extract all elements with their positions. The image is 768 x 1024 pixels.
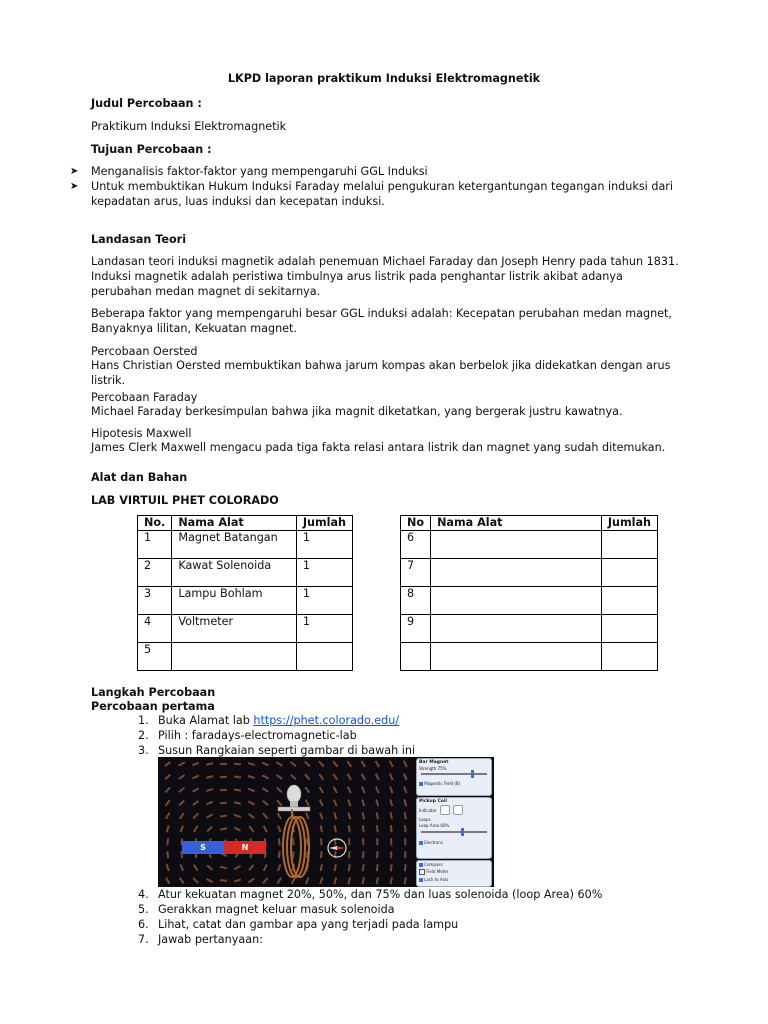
field-arrow-icon: [320, 877, 324, 884]
field-arrow-icon: [389, 773, 393, 780]
field-arrow-icon: [263, 825, 267, 832]
alat-label: Alat dan Bahan: [91, 471, 188, 484]
field-arrow-icon: [248, 775, 255, 779]
field-arrow-icon: [220, 880, 227, 882]
field-arrow-icon: [305, 774, 311, 780]
field-arrow-icon: [206, 878, 213, 883]
field-arrow-icon: [334, 877, 337, 884]
field-arrow-icon: [206, 813, 213, 818]
pickup-coil-panel: Pickup Coil Indicator Loops Loop Area 60% Electrons: [416, 797, 492, 859]
faraday-text: Michael Faraday berkesimpulan bahwa jika magnit diketatkan, yang bergerak justru kawatnya.: [91, 405, 623, 418]
checkbox-icon[interactable]: [419, 863, 423, 867]
checkbox-icon[interactable]: [419, 782, 423, 786]
field-arrow-icon: [362, 825, 364, 832]
field-arrow-icon: [333, 799, 337, 806]
table-row: [401, 615, 658, 643]
list-item: 3. Susun Rangkaian seperti gambar di bawah ini: [138, 744, 416, 757]
strength-slider[interactable]: [421, 773, 487, 775]
phet-link[interactable]: https://phet.colorado.edu/: [253, 714, 400, 727]
field-arrow-icon: [220, 789, 227, 791]
field-arrow-icon: [192, 762, 199, 766]
table-header-cell: Nama Alat: [431, 516, 602, 531]
compass-icon[interactable]: [326, 837, 348, 859]
panel-title: Pickup Coil: [419, 799, 447, 804]
field-arrow-icon: [166, 838, 168, 845]
field-arrow-icon: [234, 776, 241, 778]
table-row: [138, 531, 353, 559]
bar-magnet-panel: Bar Magnet Strength 75% Magnetic Field (B): [416, 758, 492, 796]
table-row: [401, 559, 658, 587]
field-arrow-icon: [362, 812, 365, 819]
field-arrow-icon: [290, 774, 296, 780]
field-arrow-icon: [362, 799, 366, 806]
field-arrow-icon: [376, 812, 379, 819]
table-cell: 5: [138, 643, 172, 671]
table-cell: [601, 615, 657, 643]
list-item: 6. Lihat, catat dan gambar apa yang terjadi pada lampu: [138, 918, 459, 931]
field-arrow-icon: [363, 851, 365, 858]
table-cell: 9: [401, 615, 431, 643]
checkbox-icon[interactable]: [419, 841, 423, 845]
table-cell: [601, 531, 657, 559]
table-cell: 8: [401, 587, 431, 615]
table-cell: 2: [138, 559, 172, 587]
field-arrow-icon: [362, 864, 365, 871]
table-cell: [601, 559, 657, 587]
list-item: 4. Atur kekuatan magnet 20%, 50%, dan 75% dan luas solenoida (loop Area) 60%: [138, 888, 603, 901]
table-cell: 1: [296, 615, 352, 643]
steps-list-bottom: [138, 887, 698, 947]
table-row: [401, 643, 658, 671]
field-arrow-icon: [347, 760, 352, 767]
landasan-paragraph-1: Landasan teori induksi magnetik adalah penemuan Michael Faraday dan Joseph Henry pada tahun 1831. Induksi magnetik adalah peristiwa timbulnya arus listrik pada penghantar listrik akibat adanya perubahan medan magnet di sekitarnya.: [91, 255, 679, 298]
field-arrow-icon: [192, 800, 199, 805]
field-arrow-icon: [390, 825, 392, 832]
table-header-row: [138, 516, 353, 531]
field-arrow-icon: [319, 786, 324, 793]
field-arrow-icon: [348, 877, 351, 884]
field-arrow-icon: [234, 879, 241, 882]
slider-thumb[interactable]: [461, 828, 464, 836]
field-arrow-icon: [234, 866, 241, 870]
table-header-cell: No.: [138, 516, 172, 531]
field-arrow-icon: [193, 825, 198, 832]
field-arrow-icon: [220, 802, 227, 804]
field-arrow-icon: [220, 827, 227, 830]
tujuan-label: Tujuan Percobaan :: [91, 143, 212, 156]
field-arrow-icon: [333, 773, 338, 780]
field-arrow-icon: [363, 838, 365, 845]
field-arrow-icon: [362, 877, 365, 884]
field-arrow-icon: [248, 800, 255, 805]
loop-area-slider[interactable]: [421, 831, 487, 833]
field-arrow-icon: [249, 865, 255, 871]
field-arrow-icon: [192, 787, 199, 792]
faraday-title: Percobaan Faraday: [91, 391, 198, 404]
field-arrow-icon: [262, 762, 269, 766]
oersted-title: Percobaan Oersted: [91, 345, 198, 358]
field-arrow-icon: [390, 812, 393, 819]
table-header-row: [401, 516, 658, 531]
field-arrow-icon: [376, 877, 379, 884]
table-cell: 6: [401, 531, 431, 559]
field-arrow-icon: [347, 786, 351, 793]
table-cell: [431, 615, 602, 643]
field-arrow-icon: [334, 812, 337, 819]
field-arrow-icon: [391, 851, 393, 858]
voltmeter-indicator-icon[interactable]: [453, 805, 463, 815]
field-arrow-icon: [405, 838, 407, 845]
solenoid-coil-icon: [276, 809, 316, 885]
table-cell: [601, 587, 657, 615]
table-cell: [431, 643, 602, 671]
field-arrow-icon: [263, 864, 268, 871]
table-cell: 4: [138, 615, 172, 643]
landasan-label: Landasan Teori: [91, 233, 187, 246]
percobaan-label: Percobaan pertama: [91, 700, 215, 713]
field-arrow-icon: [234, 826, 241, 831]
field-arrow-icon: [376, 825, 378, 832]
table-cell: Kawat Solenoida: [172, 559, 297, 587]
table-row: [401, 587, 658, 615]
document-title: LKPD laporan praktikum Induksi Elektromagnetik: [227, 72, 541, 85]
field-arrow-icon: [375, 773, 379, 780]
field-arrow-icon: [361, 786, 365, 793]
field-arrow-icon: [262, 787, 269, 792]
tools-panel: Compass Field Meter Lock to Axis: [416, 860, 492, 887]
field-arrow-icon: [404, 799, 407, 806]
field-arrow-icon: [320, 864, 323, 871]
field-arrow-icon: [377, 851, 379, 858]
field-arrow-icon: [220, 776, 227, 778]
oersted-text: Hans Christian Oersted membuktikan bahwa jarum kompas akan berbelok jika didekatkan dengan arus listrik.: [91, 359, 671, 387]
table-cell: [601, 643, 657, 671]
judul-label: Judul Percobaan :: [91, 97, 202, 110]
field-arrow-icon: [389, 760, 394, 767]
checkbox-icon[interactable]: [419, 878, 423, 882]
landasan-paragraph-2: Beberapa faktor yang mempengaruhi besar GGL induksi adalah: Kecepatan perubahan medan magnet, Banyaknya lilitan, Kekuatan magnet.: [91, 307, 672, 335]
field-arrow-icon: [166, 825, 170, 832]
table-cell: [401, 643, 431, 671]
field-arrow-icon: [262, 774, 269, 779]
field-arrow-icon: [404, 786, 408, 793]
field-arrow-icon: [390, 877, 393, 884]
field-arrow-icon: [390, 786, 394, 793]
field-arrow-icon: [376, 786, 380, 793]
field-arrow-icon: [220, 866, 227, 869]
field-arrow-icon: [249, 826, 255, 832]
field-arrow-icon: [165, 877, 170, 884]
list-item: 2. Pilih : faradays-electromagnetic-lab: [138, 729, 357, 742]
field-arrow-icon: [193, 864, 198, 871]
table-cell: 1: [138, 531, 172, 559]
table-cell: [431, 559, 602, 587]
field-arrow-icon: [319, 799, 323, 806]
field-arrow-icon: [206, 788, 213, 792]
field-arrow-icon: [206, 762, 213, 765]
table-cell: Voltmeter: [172, 615, 297, 643]
field-arrow-icon: [166, 851, 168, 858]
list-item: 5. Gerakkan magnet keluar masuk solenoida: [138, 903, 395, 916]
field-arrow-icon: [333, 786, 338, 793]
field-arrow-icon: [263, 813, 269, 819]
field-arrow-icon: [349, 838, 351, 845]
field-arrow-icon: [206, 865, 212, 871]
field-arrow-icon: [179, 825, 183, 832]
steps-list-top: [138, 713, 698, 758]
field-arrow-icon: [220, 815, 227, 817]
field-arrow-icon: [390, 864, 392, 871]
field-arrow-icon: [276, 761, 283, 766]
field-arrow-icon: [234, 801, 241, 804]
field-arrow-icon: [376, 799, 379, 806]
table-cell: 3: [138, 587, 172, 615]
table-row: [138, 559, 353, 587]
field-arrow-icon: [333, 761, 338, 767]
field-arrow-icon: [165, 812, 170, 819]
field-arrow-icon: [404, 877, 407, 884]
field-arrow-icon: [178, 774, 185, 779]
table-cell: [296, 643, 352, 671]
field-arrow-icon: [404, 864, 406, 871]
langkah-label: Langkah Percobaan: [91, 686, 216, 699]
field-arrow-icon: [248, 813, 255, 818]
maxwell-text: James Clerk Maxwell mengacu pada tiga fakta relasi antara listrik dan magnet yang sudah ditemukan.: [91, 441, 666, 454]
field-arrow-icon: [320, 825, 323, 832]
field-arrow-icon: [377, 838, 379, 845]
arrow-bullet-icon: ➤: [70, 181, 79, 192]
field-arrow-icon: [248, 762, 255, 765]
field-arrow-icon: [361, 760, 366, 767]
field-arrow-icon: [320, 851, 322, 858]
field-arrow-icon: [164, 774, 170, 780]
field-arrow-icon: [206, 775, 213, 778]
field-arrow-icon: [164, 761, 171, 766]
table-row: [138, 615, 353, 643]
table-cell: 1: [296, 587, 352, 615]
table-cell: [431, 531, 602, 559]
field-arrow-icon: [321, 838, 323, 845]
list-item: 1. Buka Alamat lab https://phet.colorado.edu/: [138, 714, 400, 727]
table-row: [138, 643, 353, 671]
field-arrow-icon: [192, 878, 198, 884]
bulb-indicator-icon[interactable]: [440, 805, 450, 815]
field-arrow-icon: [178, 761, 185, 766]
table-cell: [431, 587, 602, 615]
tujuan-item: ➤ Untuk membuktikan Hukum Induksi Faraday melalui pengukuran ketergantungan tegangan induksi dari kepadatan arus, luas induksi dan kecepatan induksi.: [70, 180, 674, 208]
field-arrow-icon: [347, 773, 352, 780]
field-arrow-icon: [390, 799, 393, 806]
field-arrow-icon: [304, 761, 310, 767]
field-arrow-icon: [179, 864, 183, 871]
table-row: [138, 587, 353, 615]
field-arrow-icon: [179, 800, 185, 806]
table-header-cell: No: [401, 516, 431, 531]
field-arrow-icon: [375, 760, 380, 767]
field-arrow-icon: [276, 774, 283, 779]
lab-label: LAB VIRTUIL PHET COLORADO: [91, 494, 279, 507]
field-arrow-icon: [320, 812, 324, 819]
field-arrow-icon: [334, 825, 337, 832]
field-arrow-icon: [206, 801, 213, 805]
field-arrow-icon: [404, 812, 407, 819]
table-header-cell: Nama Alat: [172, 516, 297, 531]
field-arrow-icon: [348, 799, 352, 806]
field-arrow-icon: [165, 787, 171, 793]
table-cell: 1: [296, 559, 352, 587]
field-arrow-icon: [234, 814, 241, 818]
field-arrow-icon: [248, 788, 255, 792]
field-arrow-icon: [234, 763, 241, 765]
equipment-table-2: [400, 515, 658, 671]
list-item: 7. Jawab pertanyaan:: [138, 933, 263, 946]
field-arrow-icon: [262, 800, 268, 806]
field-arrow-icon: [404, 825, 406, 832]
arrow-bullet-icon: ➤: [70, 166, 79, 177]
field-arrow-icon: [166, 864, 170, 871]
table-header-cell: Jumlah: [601, 516, 657, 531]
field-arrow-icon: [263, 878, 269, 884]
field-arrow-icon: [348, 812, 351, 819]
slider-thumb[interactable]: [471, 770, 474, 778]
field-arrow-icon: [220, 763, 227, 765]
field-arrow-icon: [404, 773, 408, 780]
field-arrow-icon: [348, 864, 351, 871]
judul-value: Praktikum Induksi Elektromagnetik: [91, 120, 287, 133]
field-arrow-icon: [290, 761, 296, 767]
table-row: [401, 531, 658, 559]
field-arrow-icon: [179, 877, 184, 884]
table-cell: 7: [401, 559, 431, 587]
field-arrow-icon: [234, 788, 241, 791]
field-arrow-icon: [165, 799, 170, 806]
panel-title: Bar Magnet: [419, 760, 449, 765]
field-arrow-icon: [376, 864, 378, 871]
table-cell: 1: [296, 531, 352, 559]
field-arrow-icon: [319, 774, 324, 780]
maxwell-title: Hipotesis Maxwell: [91, 427, 192, 440]
field-arrow-icon: [405, 851, 407, 858]
phet-simulation-image: [158, 757, 494, 887]
field-arrow-icon: [349, 851, 351, 858]
field-arrow-icon: [206, 826, 212, 832]
field-arrow-icon: [361, 773, 366, 780]
field-arrow-icon: [334, 864, 337, 871]
field-arrow-icon: [391, 838, 393, 845]
table-cell: Magnet Batangan: [172, 531, 297, 559]
field-arrow-icon: [179, 812, 184, 819]
field-arrow-icon: [403, 760, 407, 767]
field-arrow-icon: [348, 825, 351, 832]
table-header-cell: Jumlah: [296, 516, 352, 531]
field-arrow-icon: [192, 775, 199, 779]
magnet-north-pole[interactable]: N: [224, 841, 266, 854]
field-arrow-icon: [192, 813, 198, 819]
tujuan-item: ➤ Menganalisis faktor-faktor yang mempengaruhi GGL Induksi: [70, 165, 428, 178]
field-arrow-icon: [319, 761, 325, 767]
checkbox-icon[interactable]: [419, 869, 425, 875]
equipment-table-1: [137, 515, 353, 671]
table-cell: Lampu Bohlam: [172, 587, 297, 615]
field-arrow-icon: [248, 878, 255, 883]
field-arrow-icon: [178, 787, 184, 793]
table-cell: [172, 643, 297, 671]
magnet-south-pole[interactable]: S: [182, 841, 224, 854]
